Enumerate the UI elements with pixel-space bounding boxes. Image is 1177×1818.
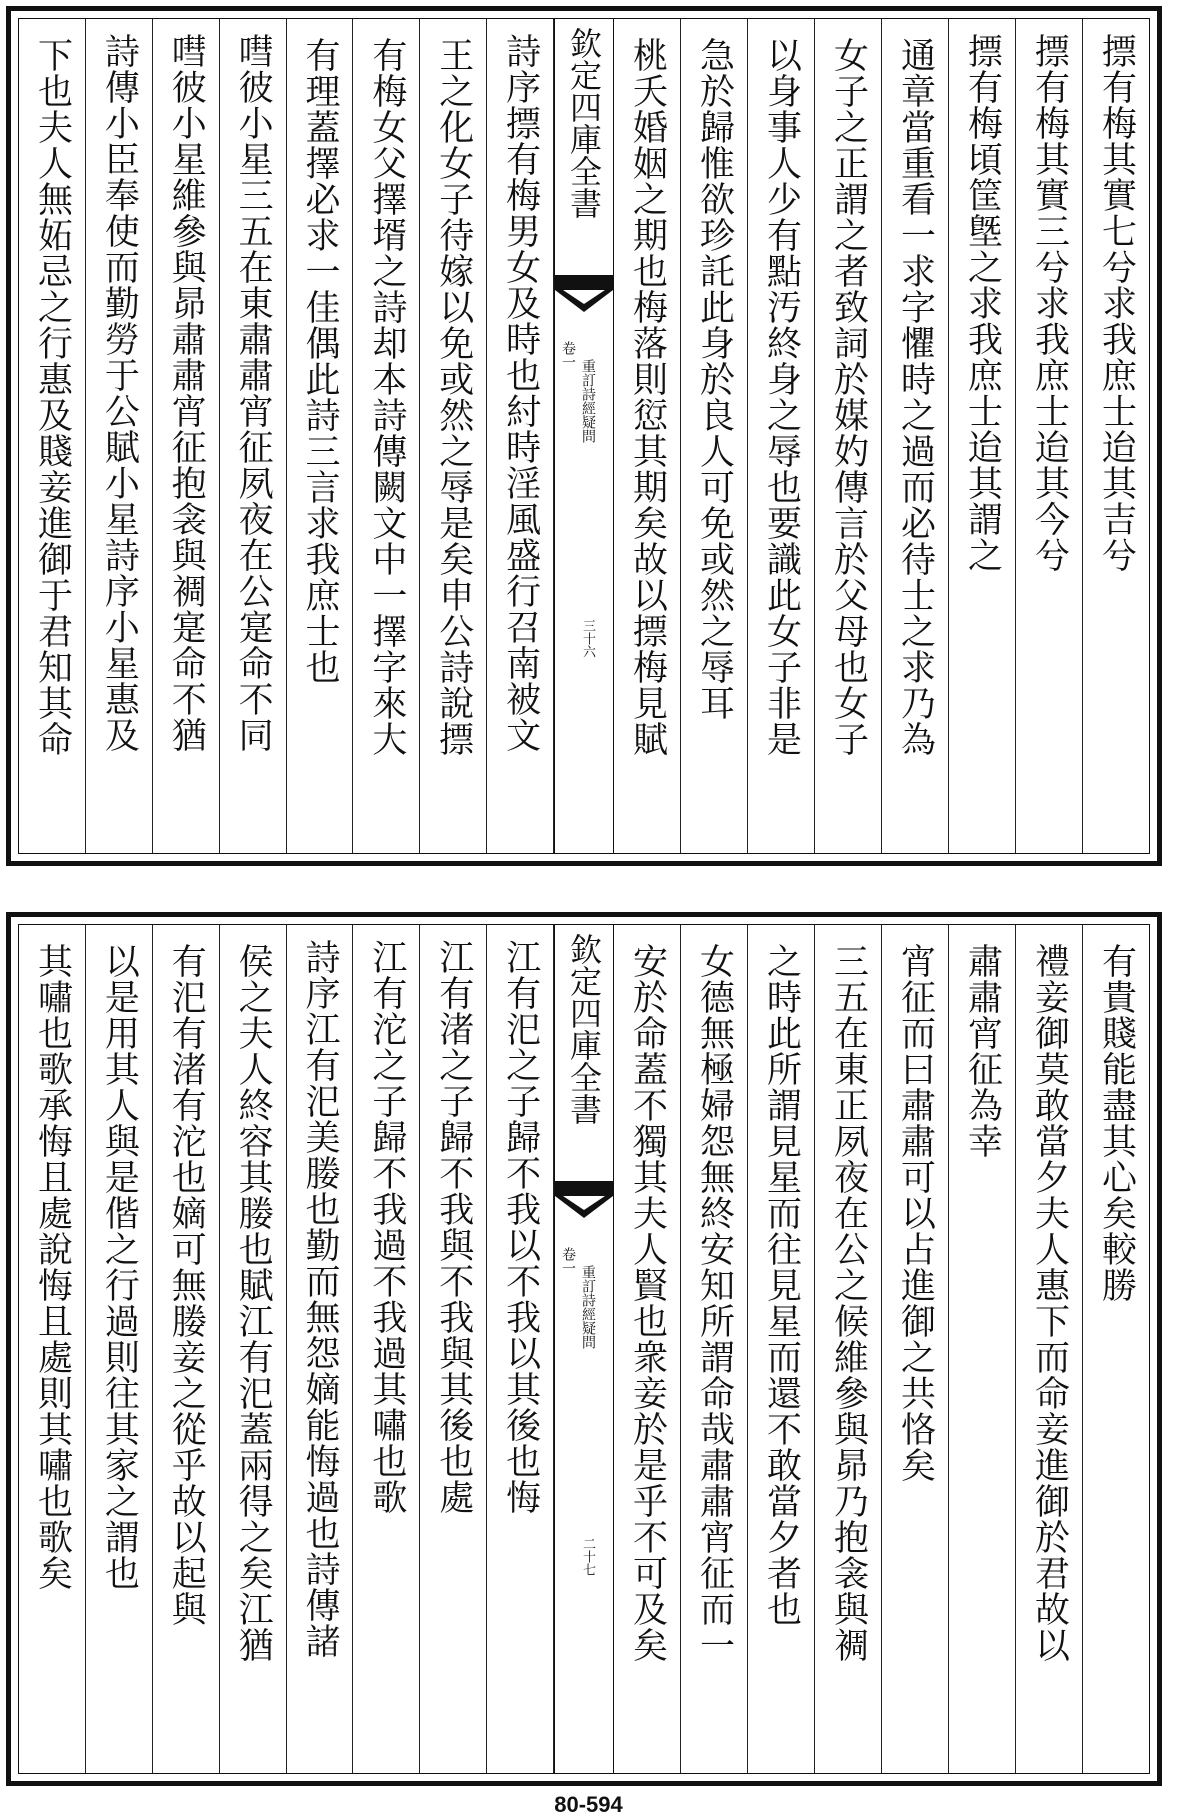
text-column: 女德無極婦怨無終安知所謂命哉肅肅宵征而一 <box>681 925 748 1773</box>
text-column: 王之化女子待嫁以免或然之辱是矣申公詩說摽 <box>420 19 487 853</box>
text-column: 江有汜之子歸不我以不我以其後也悔 <box>487 925 554 1773</box>
page-frame <box>18 924 1150 1774</box>
text-column: 禮妾御莫敢當夕夫人惠下而命妾進御於君故以 <box>1016 925 1083 1773</box>
banner-volume: 卷一 <box>560 341 576 369</box>
text-column: 通章當重看一求字懼時之過而必待士之求乃為 <box>882 19 949 853</box>
banner-title: 欽定四庫全書 <box>555 925 613 1182</box>
banner-book-title: 重訂詩經疑問 <box>580 359 596 443</box>
right-half <box>614 925 1149 1773</box>
text-column: 嘒彼小星三五在東肅肅宵征夙夜在公寔命不同 <box>220 19 287 853</box>
text-column: 詩傳小臣奉使而勤勞于公賦小星詩序小星惠及 <box>86 19 153 853</box>
text-column: 其嘯也歌承悔且處說悔且處則其嘯也歌矣 <box>19 925 86 1773</box>
page-bottom <box>6 912 1162 1786</box>
page-frame <box>18 18 1150 854</box>
text-column: 有梅女父擇壻之詩却本詩傳闕文中一擇字來大 <box>353 19 420 853</box>
text-column: 有貴賤能盡其心矣較勝 <box>1096 943 1137 1303</box>
text-column: 詩序摽有梅男女及時也紂時淫風盛行召南被文 <box>487 19 554 853</box>
text-column: 嘒彼小星維參與昴肅肅宵征抱衾與裯寔命不猶 <box>153 19 220 853</box>
center-banner <box>554 19 614 853</box>
text-column: 江有沱之子歸不我過不我過其嘯也歌 <box>353 925 420 1773</box>
left-half <box>19 925 554 1773</box>
text-column: 安於命蓋不獨其夫人賢也衆妾於是乎不可及矣 <box>614 925 681 1773</box>
text-column: 宵征而曰肅肅可以占進御之共恪矣 <box>882 925 949 1773</box>
text-column: 摽有梅其實七兮求我庶士迨其吉兮 <box>1096 33 1137 573</box>
banner-page-number: 二十七 <box>580 1537 595 1576</box>
text-column: 桃夭婚姻之期也梅落則愆其期矣故以摽梅見賦 <box>614 19 681 853</box>
text-column: 詩序江有汜美媵也勤而無怨嫡能悔過也詩傳諸 <box>287 925 354 1773</box>
text-column: 急於歸惟欲珍託此身於良人可免或然之辱耳 <box>681 19 748 853</box>
center-banner <box>554 925 614 1773</box>
text-column: 侯之夫人終容其媵也賦江有汜蓋兩得之矣江猶 <box>220 925 287 1773</box>
text-column: 肅肅宵征為幸 <box>949 925 1016 1773</box>
banner-title: 欽定四庫全書 <box>555 19 613 276</box>
text-column: 女子之正謂之者致詞於媒妁傳言於父母也女子 <box>815 19 882 853</box>
text-column: 摽有梅其實三兮求我庶士迨其今兮 <box>1016 19 1083 853</box>
text-column: 以是用其人與是偕之行過則往其家之謂也 <box>86 925 153 1773</box>
text-column: 三五在東正夙夜在公之候維參與昴乃抱衾與裯 <box>815 925 882 1773</box>
left-half <box>19 19 554 853</box>
fish-tail-ornament <box>555 276 613 316</box>
text-column: 江有渚之子歸不我與不我與其後也處 <box>420 925 487 1773</box>
right-half <box>614 19 1149 853</box>
text-column: 有理蓋擇必求一佳偶此詩三言求我庶士也 <box>287 19 354 853</box>
text-column: 以身事人少有點汚終身之辱也要識此女子非是 <box>748 19 815 853</box>
text-column: 有汜有渚有沱也嫡可無媵妾之從乎故以起與 <box>153 925 220 1773</box>
text-column: 摽有梅頃筐墍之求我庶士迨其謂之 <box>949 19 1016 853</box>
text-column: 之時此所謂見星而往見星而還不敢當夕者也 <box>748 925 815 1773</box>
banner-book-title: 重訂詩經疑問 <box>580 1265 596 1349</box>
fish-tail-ornament <box>555 1182 613 1222</box>
text-column: 下也夫人無妬忌之行惠及賤妾進御于君知其命 <box>19 19 86 853</box>
banner-page-number: 三十六 <box>580 619 595 658</box>
page-footer-number: 80-594 <box>554 1792 623 1817</box>
banner-volume: 卷一 <box>560 1247 576 1275</box>
page-top <box>6 6 1162 866</box>
